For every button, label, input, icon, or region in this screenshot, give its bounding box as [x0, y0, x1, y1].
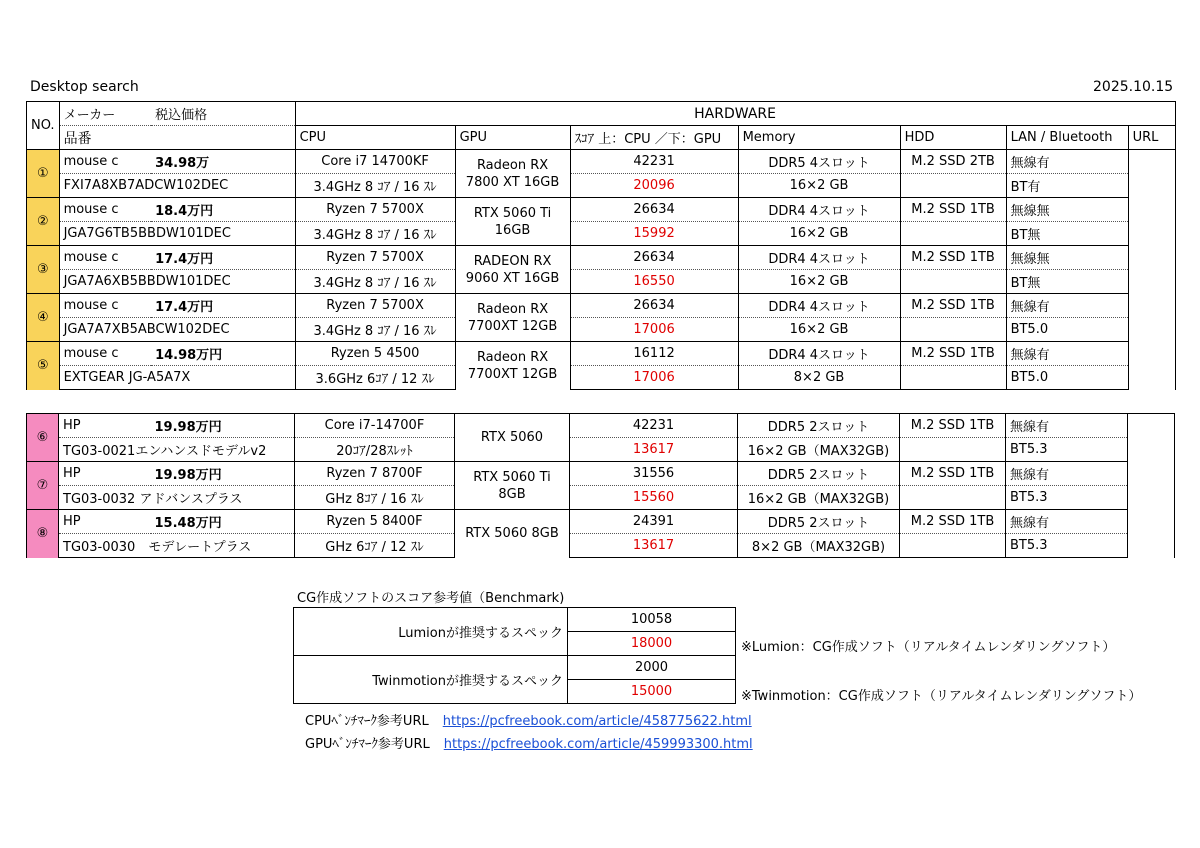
memory-size-cell: 16×2 GB — [738, 270, 900, 294]
benchmark-label: Twinmotionが推奨するスペック — [294, 656, 568, 704]
header-memory: Memory — [738, 126, 900, 150]
cpu-spec-cell: 3.4GHz 8 ｺｱ / 16 ｽﾚ — [295, 318, 455, 342]
gpu-cell: RADEON RX 9060 XT 16GB — [455, 246, 570, 294]
benchmark-gpu-score: 15000 — [568, 680, 736, 704]
hdd-cell: M.2 SSD 1TB — [900, 414, 1006, 438]
cpu-cell: Ryzen 5 8400F — [295, 510, 455, 534]
cpu-benchmark-link[interactable]: https://pcfreebook.com/article/458775622.html — [442, 714, 752, 729]
model-cell: JGA7A6XB5BBDW101DEC — [59, 270, 295, 294]
memory-size-cell: 8×2 GB — [738, 366, 900, 390]
cpu-score-cell: 26634 — [570, 198, 738, 222]
gpu-cell: Radeon RX 7700XT 12GB — [455, 294, 570, 342]
memory-slot-cell: DDR4 4スロット — [738, 246, 900, 270]
hdd-blank-cell — [900, 438, 1006, 462]
maker-cell: HP — [59, 510, 151, 534]
row-number-badge: ① — [27, 150, 60, 198]
benchmark-table — [293, 607, 736, 704]
header-score: ｽｺｱ 上：CPU ／下：GPU — [570, 126, 738, 150]
cpu-spec-cell: 20ｺｱ/28ｽﾚｯﾄ — [295, 438, 455, 462]
row-number-badge: ⑥ — [27, 414, 59, 462]
memory-size-cell: 16×2 GB（MAX32GB) — [738, 486, 900, 510]
date-label: 2025.10.15 — [1093, 79, 1174, 95]
mouse-pc-table — [26, 101, 1176, 390]
maker-cell: HP — [59, 414, 151, 438]
gpu-score-cell: 16550 — [570, 270, 738, 294]
table-row — [27, 462, 1175, 486]
memory-slot-cell: DDR5 2スロット — [738, 462, 900, 486]
bluetooth-cell: BT無 — [1006, 222, 1128, 246]
memory-slot-cell: DDR4 4スロット — [738, 198, 900, 222]
gpu-cell: Radeon RX 7700XT 12GB — [455, 342, 570, 390]
cpu-score-cell: 26634 — [570, 294, 738, 318]
header-row-1 — [27, 102, 1176, 126]
cpu-spec-cell: 3.4GHz 8 ｺｱ / 16 ｽﾚ — [295, 270, 455, 294]
header-hardware: HARDWARE — [295, 102, 1175, 126]
bluetooth-cell: BT5.0 — [1006, 366, 1128, 390]
lan-cell: 無線有 — [1006, 414, 1128, 438]
gpu-benchmark-reference — [305, 733, 753, 752]
gpu-score-cell: 15560 — [570, 486, 738, 510]
gpu-score-cell: 17006 — [570, 318, 738, 342]
url-cell — [1128, 150, 1175, 390]
price-cell: 19.98万円 — [151, 462, 295, 486]
memory-size-cell: 16×2 GB — [738, 174, 900, 198]
hdd-cell: M.2 SSD 1TB — [900, 198, 1006, 222]
cpu-score-cell: 42231 — [570, 414, 738, 438]
header-row-2 — [27, 126, 1176, 150]
table-row-detail — [27, 318, 1176, 342]
model-cell: JGA7G6TB5BBDW101DEC — [59, 222, 295, 246]
maker-cell: mouse c — [59, 198, 151, 222]
header-price: 税込価格 — [151, 102, 295, 126]
table-row-detail — [27, 534, 1175, 558]
hp-pc-table — [26, 413, 1175, 558]
header-cpu: CPU — [295, 126, 455, 150]
benchmark-gpu-score: 18000 — [568, 632, 736, 656]
model-cell: TG03-0021エンハンスドモデルv2 — [59, 438, 295, 462]
model-cell: TG03-0032 アドバンスプラス — [59, 486, 295, 510]
benchmark-cpu-score: 10058 — [568, 608, 736, 632]
maker-cell: HP — [59, 462, 151, 486]
table-row — [27, 414, 1175, 438]
header-gpu: GPU — [455, 126, 570, 150]
hdd-cell: M.2 SSD 1TB — [900, 510, 1006, 534]
page-title: Desktop search — [30, 79, 139, 95]
table-row — [27, 510, 1175, 534]
lumion-note: ※Lumion：CG作成ソフト（リアルタイムレンダリングソフト） — [741, 640, 1116, 655]
gpu-cell: RTX 5060 — [455, 414, 570, 462]
header-maker: メーカー — [59, 102, 151, 126]
memory-size-cell: 16×2 GB — [738, 222, 900, 246]
table-row — [27, 342, 1176, 366]
hdd-cell: M.2 SSD 1TB — [900, 462, 1006, 486]
hdd-blank-cell — [900, 534, 1006, 558]
maker-cell: mouse c — [59, 246, 151, 270]
cpu-spec-cell: GHz 6ｺｱ / 12 ｽﾚ — [295, 534, 455, 558]
table-row — [27, 294, 1176, 318]
hdd-blank-cell — [900, 270, 1006, 294]
twinmotion-note: ※Twinmotion：CG作成ソフト（リアルタイムレンダリングソフト） — [741, 689, 1142, 704]
gpu-score-cell: 17006 — [570, 366, 738, 390]
row-number-badge: ② — [27, 198, 60, 246]
cpu-reference-label: CPUﾍﾞﾝﾁﾏｰｸ参考URL — [305, 714, 429, 729]
price-cell: 34.98万 — [151, 150, 295, 174]
cpu-score-cell: 42231 — [570, 150, 738, 174]
cpu-cell: Ryzen 5 4500 — [295, 342, 455, 366]
header-no: NO. — [27, 102, 60, 150]
memory-size-cell: 16×2 GB（MAX32GB) — [738, 438, 900, 462]
header-lan: LAN / Bluetooth — [1006, 126, 1128, 150]
hdd-blank-cell — [900, 486, 1006, 510]
table-row — [27, 198, 1176, 222]
row-number-badge: ⑦ — [27, 462, 59, 510]
gpu-benchmark-link[interactable]: https://pcfreebook.com/article/459993300.html — [443, 737, 753, 752]
gpu-score-cell: 15992 — [570, 222, 738, 246]
gpu-cell: Radeon RX 7800 XT 16GB — [455, 150, 570, 198]
cpu-cell: Core i7-14700F — [295, 414, 455, 438]
model-cell: EXTGEAR JG-A5A7X — [59, 366, 295, 390]
cpu-cell: Ryzen 7 5700X — [295, 294, 455, 318]
table-row — [27, 150, 1176, 174]
cpu-spec-cell: 3.6GHz 6ｺｱ / 12 ｽﾚ — [295, 366, 455, 390]
memory-slot-cell: DDR5 2スロット — [738, 414, 900, 438]
table-row-detail — [27, 270, 1176, 294]
cpu-score-cell: 26634 — [570, 246, 738, 270]
header-model: 品番 — [59, 126, 295, 150]
hdd-cell: M.2 SSD 1TB — [900, 246, 1006, 270]
gpu-cell: RTX 5060 Ti 8GB — [455, 462, 570, 510]
bluetooth-cell: BT5.3 — [1006, 438, 1128, 462]
benchmark-cpu-score: 2000 — [568, 656, 736, 680]
lan-cell: 無線無 — [1006, 246, 1128, 270]
lan-cell: 無線有 — [1006, 294, 1128, 318]
model-cell: TG03-0030 モデレートプラス — [59, 534, 295, 558]
lan-cell: 無線有 — [1006, 510, 1128, 534]
bluetooth-cell: BT5.3 — [1006, 486, 1128, 510]
cpu-cell: Core i7 14700KF — [295, 150, 455, 174]
table-row-detail — [27, 366, 1176, 390]
row-number-badge: ⑧ — [27, 510, 59, 558]
price-cell: 14.98万円 — [151, 342, 295, 366]
lan-cell: 無線無 — [1006, 198, 1128, 222]
memory-slot-cell: DDR4 4スロット — [738, 294, 900, 318]
memory-slot-cell: DDR5 2スロット — [738, 510, 900, 534]
price-cell: 17.4万円 — [151, 246, 295, 270]
price-cell: 15.48万円 — [151, 510, 295, 534]
benchmark-row — [294, 608, 736, 632]
model-cell: JGA7A7XB5ABCW102DEC — [59, 318, 295, 342]
memory-slot-cell: DDR5 4スロット — [738, 150, 900, 174]
gpu-score-cell: 13617 — [570, 438, 738, 462]
table-row-detail — [27, 222, 1176, 246]
lan-cell: 無線有 — [1006, 150, 1128, 174]
table-row-detail — [27, 486, 1175, 510]
header-url: URL — [1128, 126, 1175, 150]
benchmark-label: Lumionが推奨するスペック — [294, 608, 568, 656]
cpu-spec-cell: 3.4GHz 8 ｺｱ / 16 ｽﾚ — [295, 174, 455, 198]
benchmark-row — [294, 656, 736, 680]
gpu-score-cell: 20096 — [570, 174, 738, 198]
maker-cell: mouse c — [59, 294, 151, 318]
cpu-cell: Ryzen 7 8700F — [295, 462, 455, 486]
maker-cell: mouse c — [59, 342, 151, 366]
cpu-cell: Ryzen 7 5700X — [295, 198, 455, 222]
lan-cell: 無線有 — [1006, 462, 1128, 486]
hdd-cell: M.2 SSD 1TB — [900, 342, 1006, 366]
cpu-score-cell: 16112 — [570, 342, 738, 366]
table-row-detail — [27, 174, 1176, 198]
cpu-spec-cell: GHz 8ｺｱ / 16 ｽﾚ — [295, 486, 455, 510]
lan-cell: 無線有 — [1006, 342, 1128, 366]
price-cell: 19.98万円 — [151, 414, 295, 438]
gpu-cell: RTX 5060 Ti 16GB — [455, 198, 570, 246]
bluetooth-cell: BT5.0 — [1006, 318, 1128, 342]
bluetooth-cell: BT5.3 — [1006, 534, 1128, 558]
cpu-cell: Ryzen 7 5700X — [295, 246, 455, 270]
price-cell: 17.4万円 — [151, 294, 295, 318]
cpu-score-cell: 31556 — [570, 462, 738, 486]
maker-cell: mouse c — [59, 150, 151, 174]
hdd-cell: M.2 SSD 2TB — [900, 150, 1006, 174]
table-row — [27, 246, 1176, 270]
table-row-detail — [27, 438, 1175, 462]
hdd-blank-cell — [900, 222, 1006, 246]
hdd-blank-cell — [900, 174, 1006, 198]
gpu-reference-label: GPUﾍﾞﾝﾁﾏｰｸ参考URL — [305, 737, 430, 752]
gpu-cell: RTX 5060 8GB — [455, 510, 570, 558]
gpu-score-cell: 13617 — [570, 534, 738, 558]
row-number-badge: ③ — [27, 246, 60, 294]
hdd-blank-cell — [900, 366, 1006, 390]
cpu-spec-cell: 3.4GHz 8 ｺｱ / 16 ｽﾚ — [295, 222, 455, 246]
memory-size-cell: 16×2 GB — [738, 318, 900, 342]
bluetooth-cell: BT有 — [1006, 174, 1128, 198]
hdd-blank-cell — [900, 318, 1006, 342]
row-number-badge: ⑤ — [27, 342, 60, 390]
memory-slot-cell: DDR4 4スロット — [738, 342, 900, 366]
row-number-badge: ④ — [27, 294, 60, 342]
cpu-benchmark-reference — [305, 710, 752, 729]
hdd-cell: M.2 SSD 1TB — [900, 294, 1006, 318]
cpu-score-cell: 24391 — [570, 510, 738, 534]
memory-size-cell: 8×2 GB（MAX32GB) — [738, 534, 900, 558]
benchmark-title: CG作成ソフトのスコア参考値（Benchmark) — [297, 591, 565, 606]
bluetooth-cell: BT無 — [1006, 270, 1128, 294]
price-cell: 18.4万円 — [151, 198, 295, 222]
model-cell: FXI7A8XB7ADCW102DEC — [59, 174, 295, 198]
header-hdd: HDD — [900, 126, 1006, 150]
url-cell — [1128, 414, 1175, 558]
